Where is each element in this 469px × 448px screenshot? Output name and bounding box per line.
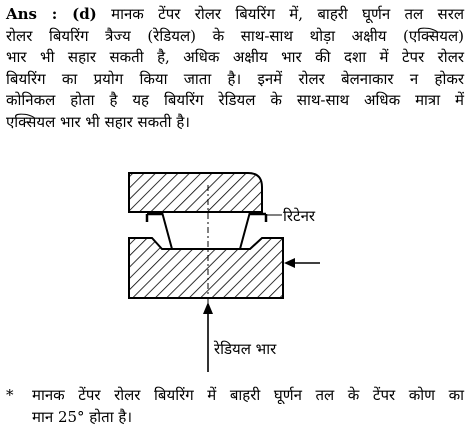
note-line-2: मान 25° होता है। [32, 408, 133, 426]
answer-line-6: एक्सियल भार भी सहार सकती है। [6, 112, 190, 131]
outer-race [129, 173, 262, 212]
note-text [32, 384, 464, 428]
answer-line-3: भार भी सहार सकती है, अधिक अक्षीय भार की दशा में टेपर रोलर [6, 48, 464, 67]
answer-text-1: मानक टेंपर रोलर बियरिंग में, बाहरी घूर्णन तल सरल [111, 5, 464, 23]
answer-line-5: कोनिकल होता है यह बियरिंग रेडियल के साथ-साथ अधिक मात्रा में [6, 91, 464, 110]
note-line-1: मानक टेंपर रोलर बियरिंग में बाहरी घूर्णन तल के टेंपर कोण का [32, 386, 464, 404]
answer-paragraph [6, 4, 464, 134]
answer-line-2: रोलर बियरिंग त्रैज्य (रेडियल) के साथ-साथ थोड़ा अक्षीय (एक्सियल) [6, 26, 464, 45]
radial-load-label: रेडियल भार [214, 340, 277, 358]
retainer-label: रिटेनर [283, 207, 316, 225]
answer-prefix: Ans : (d) [6, 5, 97, 23]
answer-line-4: बियरिंग का प्रयोग किया जाता है। इनमें रोलर बेलनाकार न होकर [6, 69, 464, 88]
tapered-roller [162, 212, 250, 249]
note-bullet: * [6, 386, 14, 404]
answer-line-1 [6, 4, 464, 26]
